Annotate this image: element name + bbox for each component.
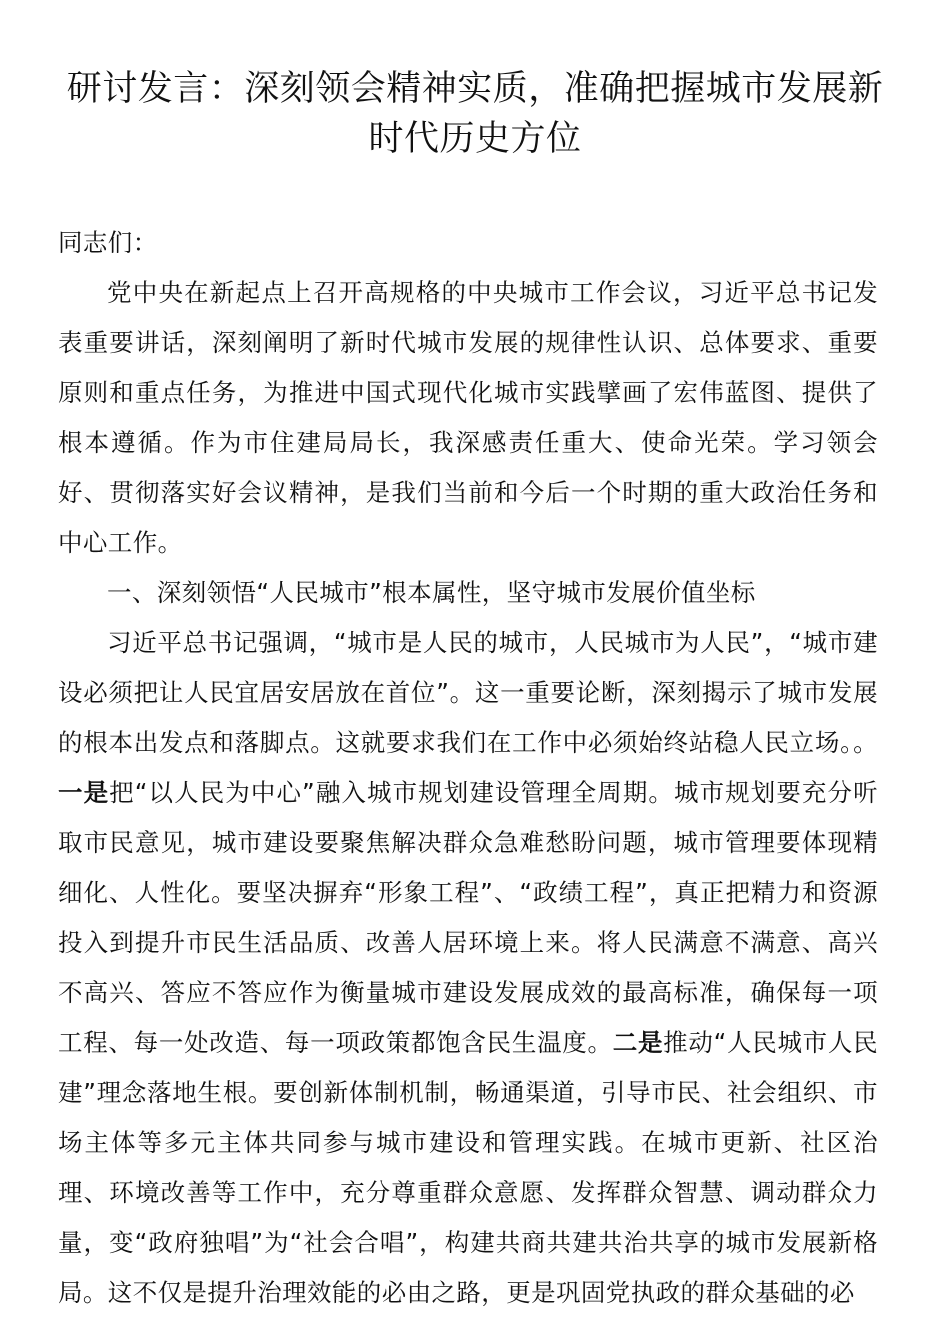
salutation: 同志们： — [58, 228, 158, 257]
paragraph-text: 推动“人民城市人民建”理念落地生根。要创新体制机制，畅通渠道，引导市民、社会组织、市场主体等多元主体共同参与城市建设和管理实践。在城市更新、社区治理、环境改善等工作中，充分尊重群众意愿、发挥群众智慧、调动群众力量，变“政府独唱”为“社会合唱”，构建共商共建共治共享的城市发展新格局。这不仅是提升治理效能的必由之路，更是巩固党执政的群众基础的必 — [58, 1028, 878, 1307]
point-marker-first: 一是 — [58, 778, 110, 807]
paragraph-text: 习近平总书记强调，“城市是人民的城市，人民城市为人民”，“城市建设必须把让人民宜居安居放在首位”。这一重要论断，深刻揭示了城市发展的根本出发点和落脚点。这就要求我们在工作中必须始终站稳人民立场。。 — [58, 628, 878, 757]
document-title: 研讨发言：深刻领会精神实质，准确把握城市发展新时代历史方位 — [66, 69, 884, 159]
paragraph-intro: 党中央在新起点上召开高规格的中央城市工作会议，习近平总书记发表重要讲话，深刻阐明了新时代城市发展的规律性认识、总体要求、重要原则和重点任务，为推进中国式现代化城市实践擘画了宏伟蓝图、提供了根本遵循。作为市住建局局长，我深感责任重大、使命光荣。学习领会好、贯彻落实好会议精神，是我们当前和今后一个时期的重大政治任务和中心工作。 — [58, 278, 878, 557]
document-body — [58, 218, 878, 1318]
paragraph-section-1 — [58, 618, 878, 1318]
paragraph-text: 把“以人民为中心”融入城市规划建设管理全周期。城市规划要充分听取市民意见，城市建设要聚焦解决群众急难愁盼问题，城市管理要体现精细化、人性化。要坚决摒弃“形象工程”、“政绩工程”，真正把精力和资源投入到提升市民生活品质、改善人居环境上来。将人民满意不满意、高兴不高兴、答应不答应作为衡量城市建设发展成效的最高标准，确保每一项工程、每一处改造、每一项政策都饱含民生温度。 — [58, 778, 878, 1057]
point-marker-second: 二是 — [612, 1028, 664, 1057]
section-heading-1: 一、深刻领悟“人民城市”根本属性，坚守城市发展价值坐标 — [107, 578, 756, 607]
